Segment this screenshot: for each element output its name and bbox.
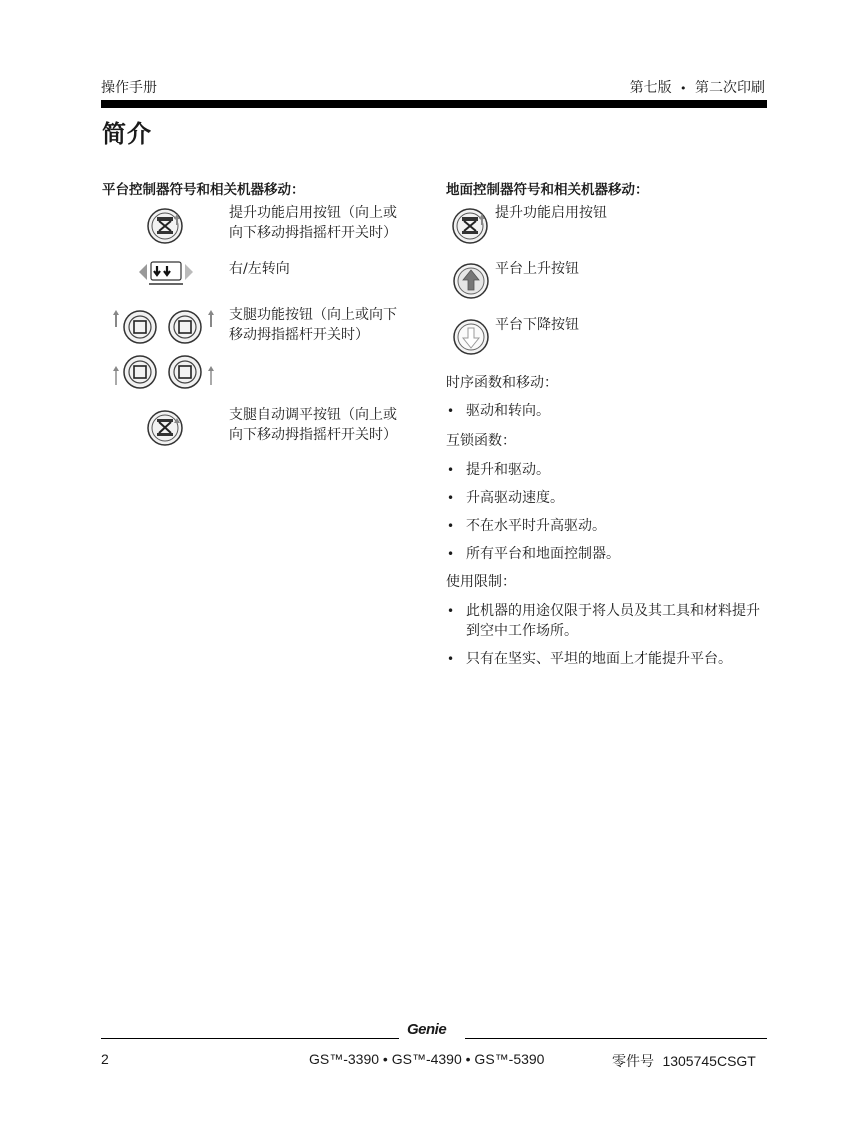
left-column-heading: 平台控制器符号和相关机器移动： [102,182,305,198]
platform-down-icon [452,317,490,357]
list-item: • 不在水平时升高驱动。 [446,516,771,536]
right-item-3-text: 平台下降按钮 [495,317,579,333]
sequence-heading: 时序函数和移动： [446,375,558,391]
footer-models: GS™-3390 • GS™-4390 • GS™-5390 [309,1051,545,1067]
right-item-1-text: 提升功能启用按钮 [495,205,607,221]
left-item-1-line1: 提升功能启用按钮（向上或 [229,205,397,221]
interlock-list [446,460,771,564]
left-item-4-text [229,405,397,445]
footer-rule-right [465,1038,767,1039]
lift-function-enable-icon [146,206,186,246]
list-item: • 升高驱动速度。 [446,488,771,508]
ground-lift-enable-icon [451,206,491,246]
list-item: • 此机器的用途仅限于将人员及其工具和材料提升到空中工作场所。 [446,601,771,641]
limits-list [446,601,771,669]
left-item-2-text: 右/左转向 [229,261,290,277]
limits-heading: 使用限制： [446,574,516,590]
page-title: 简介 [102,119,152,148]
header-separator: • [680,82,687,95]
left-item-3-text [229,305,397,345]
header-edition-label: 第七版 [629,80,672,96]
page-number: 2 [101,1051,109,1067]
genie-logo: Genie [407,1021,447,1038]
footer-part-number [612,1051,756,1071]
header-edition [630,77,765,97]
outrigger-auto-level-icon [146,408,186,448]
list-item: • 所有平台和地面控制器。 [446,544,771,564]
footer-rule-left [101,1038,399,1039]
header-rule [101,100,767,108]
left-item-1-text [229,203,397,243]
left-item-4-line2: 向下移动拇指摇杆开关时） [229,427,397,443]
left-item-3-line1: 支腿功能按钮（向上或向下 [229,307,397,323]
part-number-label: 零件号 [612,1054,654,1070]
list-item: • 只有在坚实、平坦的地面上才能提升平台。 [446,649,771,669]
right-item-2-text: 平台上升按钮 [495,261,579,277]
sequence-list [446,401,771,421]
steer-right-left-icon [137,258,195,288]
right-column-heading: 地面控制器符号和相关机器移动： [446,182,649,198]
left-item-4-line1: 支腿自动调平按钮（向上或 [229,407,397,423]
part-number-value: 1305745CSGT [662,1053,756,1069]
left-item-1-line2: 向下移动拇指摇杆开关时） [229,225,397,241]
outrigger-function-icon [110,306,220,392]
list-item: • 驱动和转向。 [446,401,771,421]
left-item-3-line2: 移动拇指摇杆开关时） [229,327,369,343]
platform-up-icon [452,261,490,301]
header-print-label: 第二次印刷 [695,80,765,96]
interlock-heading: 互锁函数： [446,433,516,449]
header-manual-title: 操作手册 [101,80,157,96]
list-item: • 提升和驱动。 [446,460,771,480]
